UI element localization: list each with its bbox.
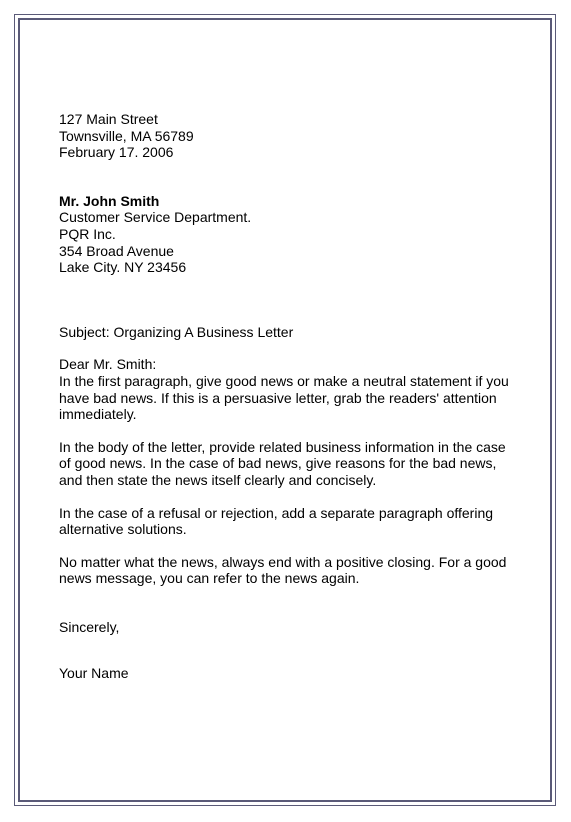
- paragraph-3: [59, 505, 519, 538]
- recipient-department: Customer Service Department.: [59, 209, 252, 226]
- paragraph-line: have bad news. If this is a persuasive letter, grab the readers' attention: [59, 389, 497, 406]
- recipient-street: 354 Broad Avenue: [59, 242, 174, 259]
- paragraph-line: In the case of a refusal or rejection, add a separate paragraph offering: [59, 504, 494, 521]
- sender-city: Townsville, MA 56789: [59, 127, 194, 144]
- paragraph-line: news message, you can refer to the news again.: [59, 570, 360, 587]
- paragraph-2: [59, 439, 519, 489]
- signature: Your Name: [59, 665, 129, 682]
- paragraph-line: immediately.: [59, 406, 137, 423]
- paragraph-1: [59, 373, 519, 423]
- sender-address: [59, 111, 519, 161]
- salutation: Dear Mr. Smith:: [59, 356, 157, 373]
- recipient-city: Lake City. NY 23456: [59, 259, 187, 276]
- paragraph-4: [59, 554, 519, 587]
- paragraph-line: In the body of the letter, provide related business information in the case: [59, 438, 506, 455]
- recipient-address: [59, 193, 519, 276]
- paragraph-line: alternative solutions.: [59, 521, 187, 538]
- recipient-name: Mr. John Smith: [59, 192, 160, 209]
- paragraph-line: No matter what the news, always end with a positive closing. For a good: [59, 553, 507, 570]
- paragraph-line: of good news. In the case of bad news, give reasons for the bad news,: [59, 455, 497, 472]
- letter-body: [59, 111, 519, 682]
- sender-street: 127 Main Street: [59, 111, 158, 127]
- closing: Sincerely,: [59, 618, 120, 635]
- letter-date: February 17. 2006: [59, 144, 174, 161]
- paragraph-line: and then state the news itself clearly and concisely.: [59, 471, 377, 488]
- subject-line: Subject: Organizing A Business Letter: [59, 323, 294, 340]
- paragraph-line: In the first paragraph, give good news or make a neutral statement if you: [59, 372, 509, 389]
- recipient-company: PQR Inc.: [59, 225, 116, 242]
